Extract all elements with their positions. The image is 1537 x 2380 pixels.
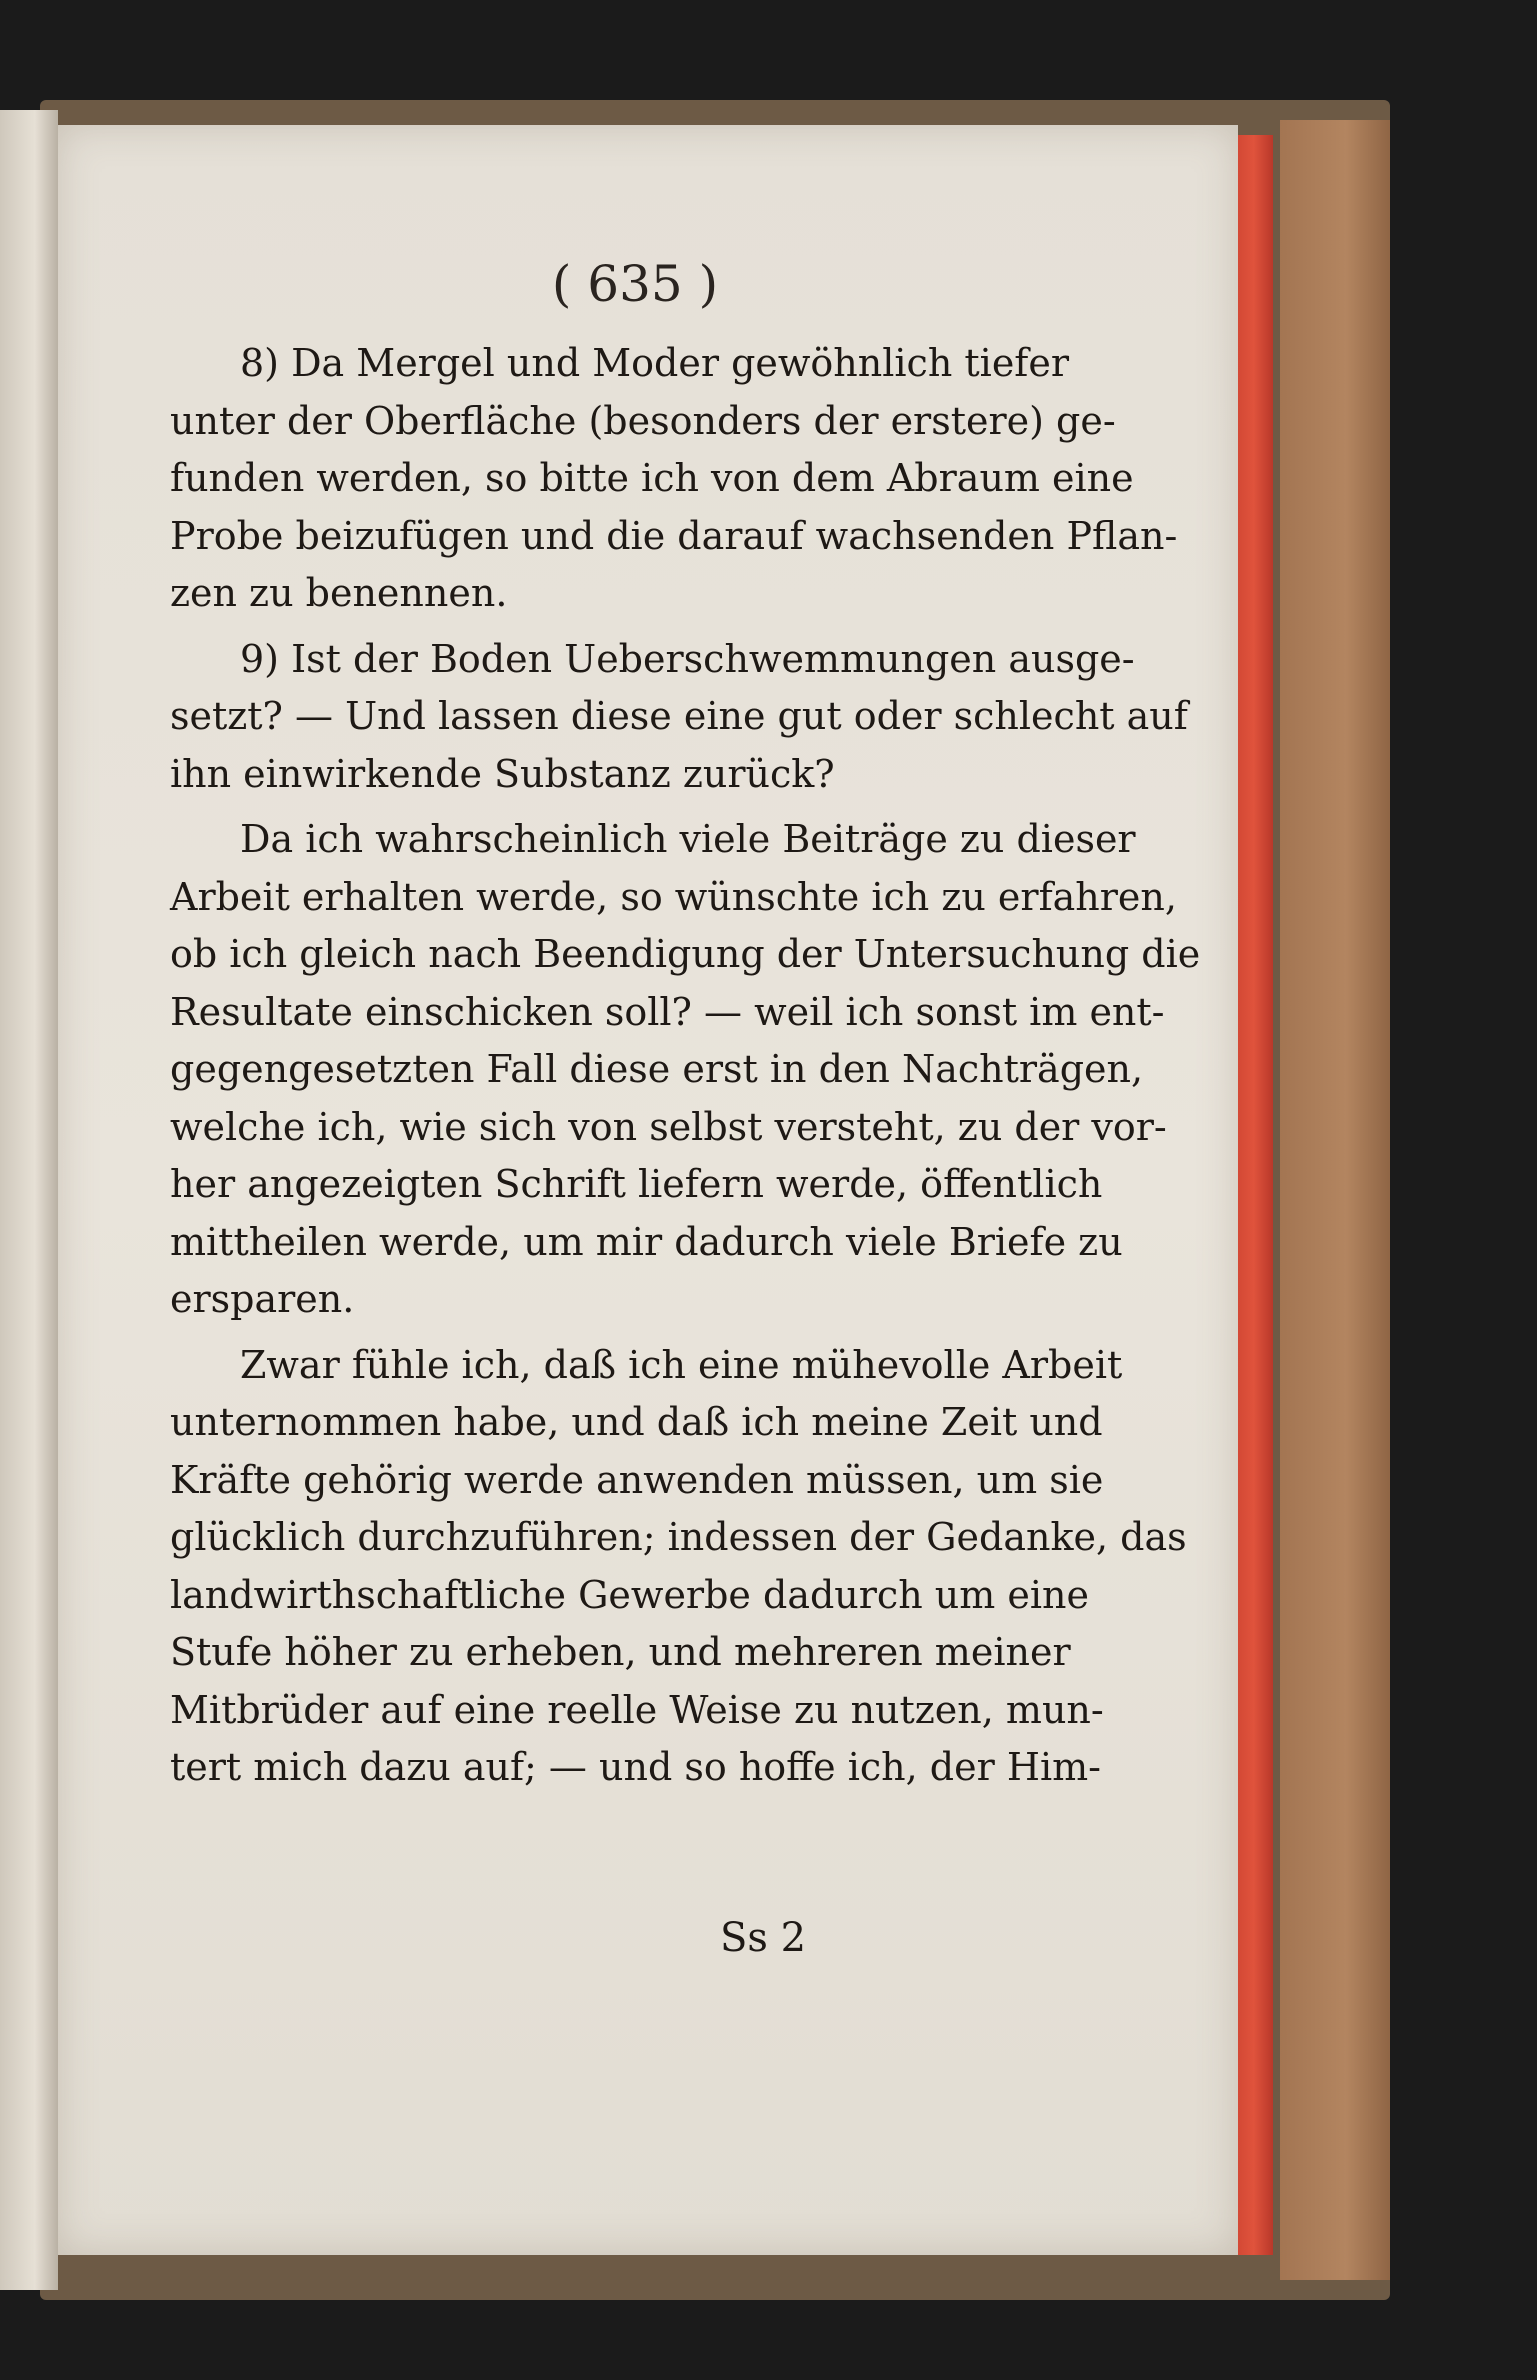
text-line: Stufe höher zu erheben, und mehreren meiner: [170, 1630, 1071, 1674]
paragraph: [170, 1337, 1187, 1797]
text-line: zen zu benennen.: [170, 571, 508, 615]
page-number: ( 635 ): [551, 255, 719, 313]
text-line: Zwar fühle ich, daß ich eine mühevolle Arbeit: [240, 1342, 1123, 1387]
text-line: Kräfte gehörig werde anwenden müssen, um sie: [170, 1457, 1104, 1502]
text-line: funden werden, so bitte ich von dem Abraum eine: [170, 456, 1134, 500]
text-line: Arbeit erhalten werde, so wünschte ich zu erfahren,: [170, 874, 1177, 919]
text-line: ersparen.: [170, 1277, 355, 1321]
book-fore-edge: [1280, 120, 1390, 2280]
paragraph-gap: [170, 803, 1080, 811]
left-page-edge: [0, 110, 58, 2290]
paragraph: [170, 631, 1188, 804]
text-line: Da ich wahrscheinlich viele Beiträge zu dieser: [240, 817, 1136, 861]
paragraph: [170, 811, 1201, 1329]
text-line: Mitbrüder auf eine reelle Weise zu nutzen, mun-: [170, 1687, 1104, 1732]
text-line: ob ich gleich nach Beendigung der Untersuchung die: [170, 932, 1201, 976]
text-line: 9) Ist der Boden Ueberschwemmungen ausge-: [240, 636, 1135, 681]
text-line: 8) Da Mergel und Moder gewöhnlich tiefer: [240, 341, 1070, 385]
text-line: Resultate einschicken soll? — weil ich sonst im ent-: [170, 989, 1165, 1034]
text-line: tert mich dazu auf; — und so hoffe ich, der Him-: [170, 1745, 1102, 1789]
paragraph-gap: [170, 623, 1080, 631]
catchword: Ss 2: [720, 1915, 807, 1961]
text-line: glücklich durchzuführen; indessen der Gedanke, das: [170, 1515, 1187, 1559]
text-line: unternommen habe, und daß ich meine Zeit und: [170, 1400, 1103, 1444]
text-line: landwirthschaftliche Gewerbe dadurch um eine: [170, 1572, 1089, 1617]
text-line: gegengesetzten Fall diese erst in den Nachträgen,: [170, 1047, 1144, 1091]
paragraph: [170, 335, 1178, 623]
text-line: ihn einwirkende Substanz zurück?: [170, 751, 835, 796]
text-line: unter der Oberfläche (besonders der erstere) ge-: [170, 398, 1116, 443]
text-line: setzt? — Und lassen diese eine gut oder schlecht auf: [170, 694, 1188, 738]
text-line: her angezeigten Schrift liefern werde, öffentlich: [170, 1162, 1103, 1206]
body-text: [170, 335, 1201, 1797]
text-line: Probe beizufügen und die darauf wachsenden Pflan-: [170, 513, 1178, 558]
text-line: welche ich, wie sich von selbst versteht, zu der vor-: [170, 1104, 1167, 1149]
paragraph-gap: [170, 1329, 1080, 1337]
text-line: mittheilen werde, um mir dadurch viele Briefe zu: [170, 1219, 1123, 1264]
